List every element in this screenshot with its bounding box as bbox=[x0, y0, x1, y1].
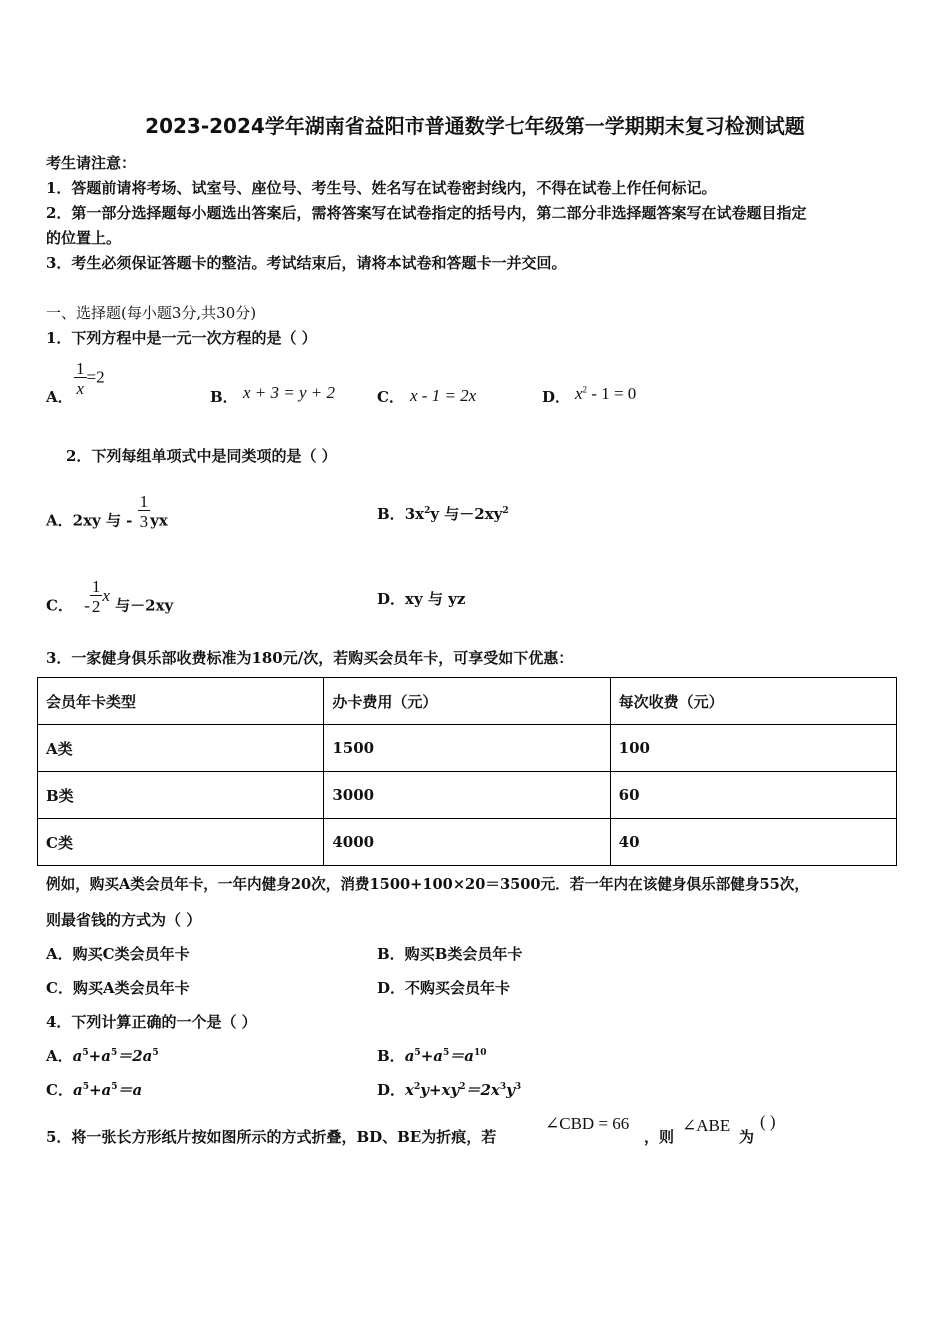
term: +a bbox=[88, 1081, 112, 1099]
q4-option-c bbox=[46, 1079, 142, 1100]
table-header: 会员年卡类型 bbox=[38, 678, 324, 725]
option-label: A． bbox=[46, 511, 73, 530]
exponent: 5 bbox=[111, 1082, 118, 1092]
q1-option-a bbox=[74, 360, 105, 397]
expression-middle: y 与－2xy bbox=[430, 505, 503, 523]
table-cell: 40 bbox=[610, 819, 896, 866]
term: ＝2x bbox=[465, 1081, 500, 1099]
notice-item: 的位置上。 bbox=[46, 229, 122, 247]
q1-option-d bbox=[575, 384, 636, 404]
q3-option-d: D．不购买会员年卡 bbox=[377, 979, 511, 997]
exponent: 5 bbox=[110, 1048, 118, 1058]
variable: x bbox=[575, 384, 583, 403]
q2-option-b bbox=[377, 503, 509, 524]
table-header-row bbox=[38, 678, 897, 725]
fraction-numerator: 1 bbox=[91, 577, 101, 596]
q3-option-a: A．购买C类会员年卡 bbox=[46, 945, 190, 963]
q2-option-a bbox=[46, 492, 168, 540]
q1-option-d-label: D． bbox=[542, 388, 571, 406]
exponent: 10 bbox=[473, 1048, 487, 1058]
section-heading: 一、选择题(每小题3分,共30分) bbox=[46, 304, 257, 322]
q1-option-c-label: C． bbox=[377, 388, 404, 406]
fraction-numerator: 1 bbox=[139, 492, 149, 511]
fee-table bbox=[37, 677, 897, 866]
q4-stem: 4．下列计算正确的一个是（ ） bbox=[46, 1013, 257, 1031]
term: y+xy bbox=[420, 1081, 460, 1099]
option-label: B． bbox=[377, 505, 405, 523]
exponent: 2 bbox=[413, 1082, 421, 1092]
q3-option-b: B．购买B类会员年卡 bbox=[377, 945, 523, 963]
exponent: 5 bbox=[442, 1048, 450, 1058]
q1-option-a-label: A． bbox=[46, 388, 73, 406]
q5-answer-blank: ( ) bbox=[760, 1112, 776, 1131]
table-cell: A类 bbox=[38, 725, 324, 772]
term: a bbox=[404, 1047, 415, 1065]
expression-tail: =2 bbox=[86, 367, 105, 387]
term: x bbox=[405, 1081, 414, 1099]
table-cell: B类 bbox=[38, 772, 324, 819]
option-text: xy 与 yz bbox=[405, 590, 466, 608]
option-label: A． bbox=[46, 1047, 73, 1065]
term: +a bbox=[420, 1047, 443, 1065]
table-cell: C类 bbox=[38, 819, 324, 866]
term: +a bbox=[88, 1047, 111, 1065]
table-row bbox=[38, 772, 897, 819]
term: a bbox=[72, 1047, 83, 1065]
variable: x bbox=[102, 585, 110, 605]
table-cell: 100 bbox=[610, 725, 896, 772]
q1-option-c: x - 1 = 2x bbox=[410, 386, 477, 405]
fraction-denominator: x bbox=[74, 377, 87, 397]
exponent: 5 bbox=[82, 1082, 89, 1092]
term: y bbox=[506, 1081, 515, 1099]
option-label: C． bbox=[46, 1081, 73, 1099]
option-label: C． bbox=[46, 596, 73, 615]
exponent: 3 bbox=[514, 1082, 522, 1092]
q3-example: 例如，购买A类会员年卡，一年内健身20次，消费1500+100×20＝3500元．若一年内在该健身俱乐部健身55次， bbox=[46, 876, 809, 893]
table-header: 办卡费用（元） bbox=[324, 678, 610, 725]
q2-stem: 2．下列每组单项式中是同类项的是（ ） bbox=[66, 447, 337, 465]
q5-stem: 5．将一张长方形纸片按如图所示的方式折叠，BD、BE为折痕，若 bbox=[46, 1128, 497, 1146]
term: ＝2a bbox=[117, 1047, 153, 1065]
q5-connector: 为 bbox=[739, 1128, 755, 1146]
option-label: D． bbox=[377, 1081, 406, 1099]
exponent: 5 bbox=[82, 1048, 89, 1058]
q5-angle-abe: ∠ABE bbox=[682, 1116, 731, 1135]
table-row bbox=[38, 819, 897, 866]
notice-item: 2．第一部分选择题每小题选出答案后，需将答案写在试卷指定的括号内，第二部分非选择题答案写在试卷题目指定 bbox=[46, 204, 807, 222]
exponent: 2 bbox=[502, 506, 509, 516]
q3-option-c: C．购买A类会员年卡 bbox=[46, 979, 190, 997]
term: ＝a bbox=[449, 1047, 474, 1065]
expression-head: 2xy 与 - bbox=[72, 511, 133, 530]
q4-option-b bbox=[377, 1045, 487, 1066]
exponent: 5 bbox=[414, 1048, 421, 1058]
q4-option-a bbox=[46, 1045, 159, 1066]
table-header: 每次收费（元） bbox=[610, 678, 896, 725]
q1-option-b-label: B． bbox=[210, 388, 238, 406]
q2-option-c bbox=[46, 577, 174, 625]
q5-connector: ，则 bbox=[644, 1128, 675, 1146]
term: ＝a bbox=[117, 1081, 143, 1099]
exponent: 3 bbox=[499, 1082, 507, 1092]
q4-option-d bbox=[377, 1079, 521, 1100]
minus-sign: - bbox=[84, 595, 90, 615]
option-label: D． bbox=[377, 590, 406, 608]
table-cell: 4000 bbox=[324, 819, 610, 866]
notice-heading: 考生请注意： bbox=[46, 154, 137, 172]
page-title: 2023-2024学年湖南省益阳市普通数学七年级第一学期期末复习检测试题 bbox=[145, 114, 805, 138]
table-row bbox=[38, 725, 897, 772]
q1-option-b: x + 3 = y + 2 bbox=[243, 383, 336, 402]
exponent: 2 bbox=[582, 384, 588, 395]
notice-item: 3．考生必须保证答题卡的整洁。考试结束后，请将本试卷和答题卡一并交回。 bbox=[46, 254, 567, 272]
exponent: 2 bbox=[424, 506, 431, 516]
table-cell: 1500 bbox=[324, 725, 610, 772]
fraction-numerator: 1 bbox=[76, 359, 85, 378]
expression-tail: 与－2xy bbox=[115, 596, 174, 615]
fraction-denominator: 3 bbox=[139, 512, 149, 531]
exponent: 2 bbox=[459, 1082, 466, 1092]
q5-angle-cbd: ∠CBD = 66 bbox=[545, 1114, 630, 1133]
q3-question: 则最省钱的方式为（ ） bbox=[46, 911, 202, 929]
q2-option-d bbox=[377, 588, 465, 609]
notice-item: 1．答题前请将考场、试室号、座位号、考生号、姓名写在试卷密封线内，不得在试卷上作任何标记。 bbox=[46, 179, 717, 197]
exponent: 5 bbox=[152, 1048, 159, 1058]
q1-stem: 1．下列方程中是一元一次方程的是（ ） bbox=[46, 329, 317, 347]
expression-head: 3x bbox=[404, 505, 425, 523]
option-label: B． bbox=[377, 1047, 405, 1065]
fraction-denominator: 2 bbox=[91, 597, 101, 616]
expression-tail: yx bbox=[150, 511, 168, 530]
q3-stem: 3．一家健身俱乐部收费标准为180元/次，若购买会员年卡，可享受如下优惠： bbox=[46, 649, 574, 667]
table-cell: 60 bbox=[610, 772, 896, 819]
table-cell: 3000 bbox=[324, 772, 610, 819]
expression-tail: - 1 = 0 bbox=[587, 384, 637, 403]
term: a bbox=[72, 1081, 83, 1099]
